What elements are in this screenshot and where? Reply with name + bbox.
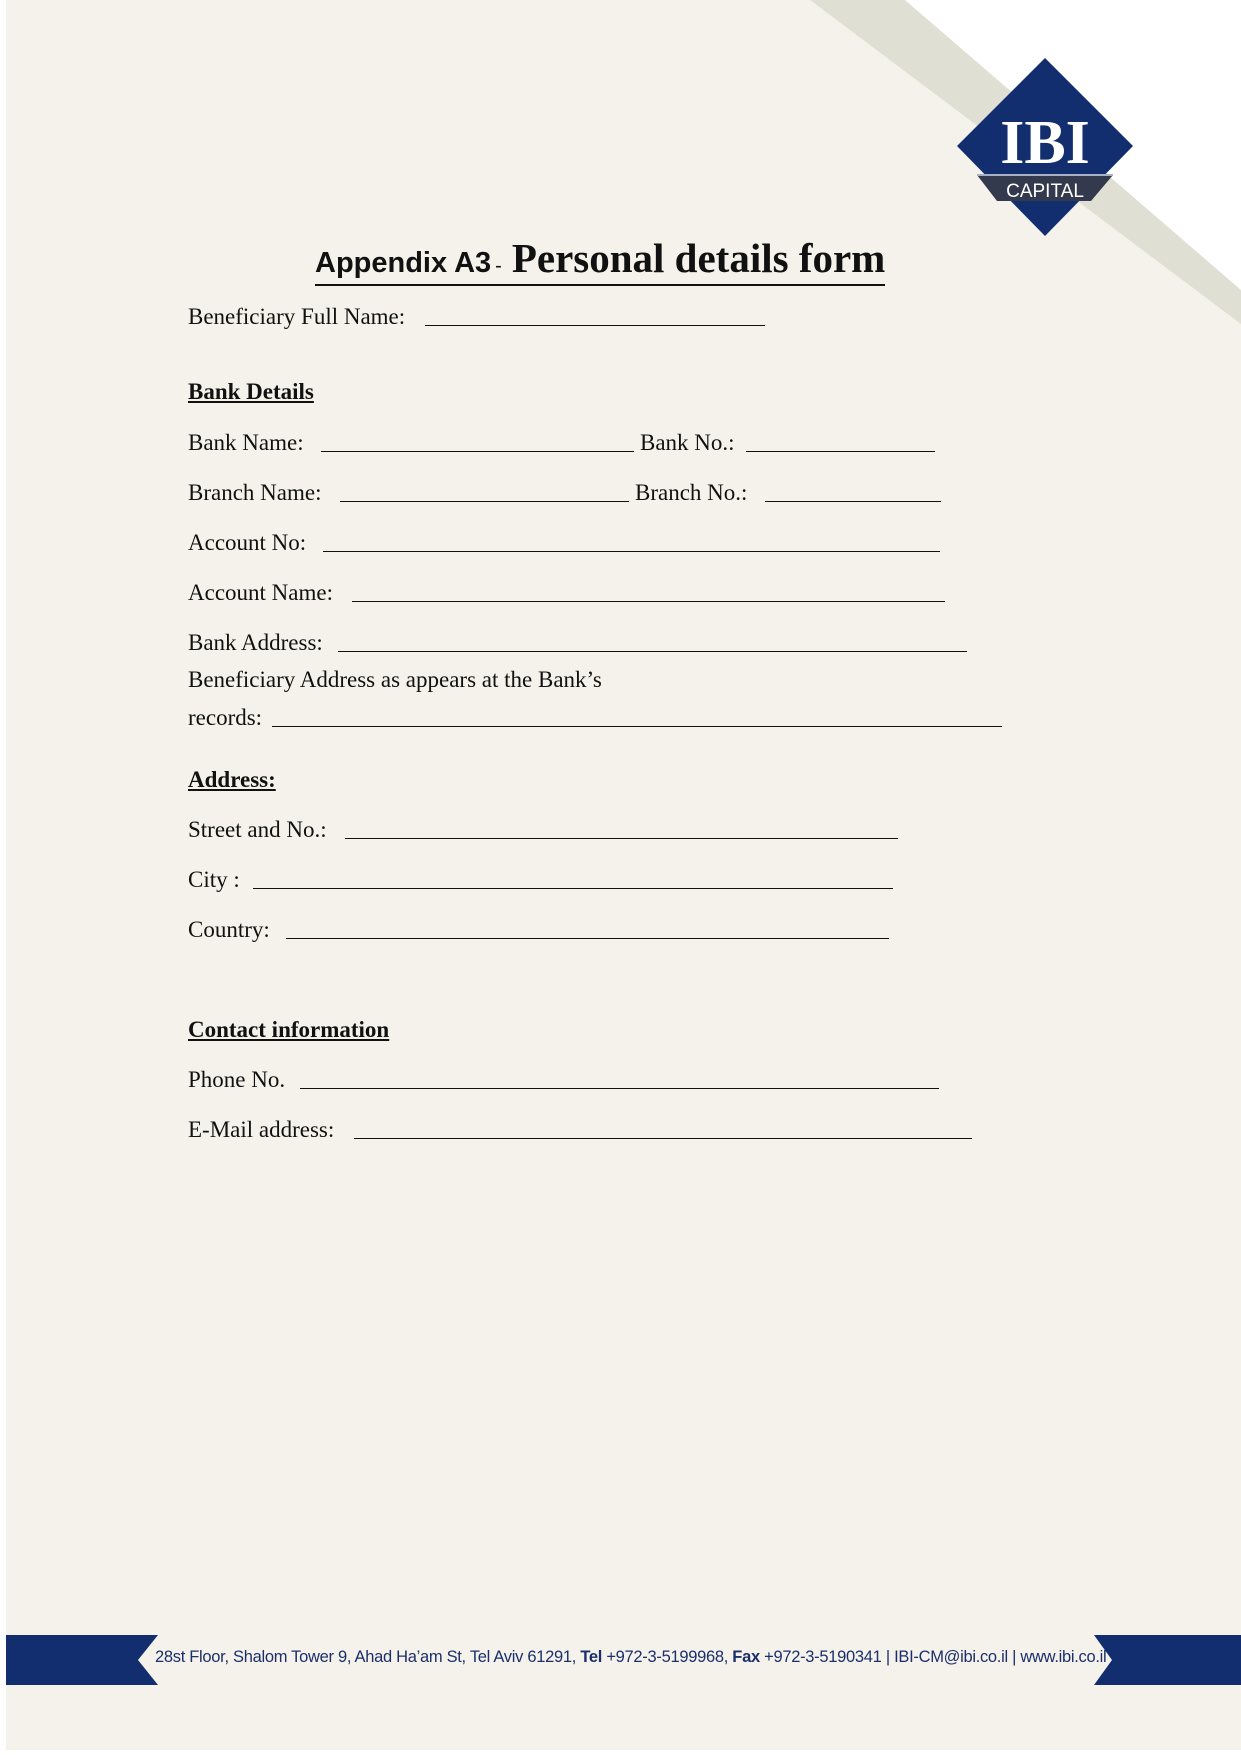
phone-label: Phone No.: [188, 1067, 286, 1092]
bank-no-field[interactable]: [746, 451, 935, 452]
email-field[interactable]: [354, 1138, 972, 1139]
footer-website-link[interactable]: www.ibi.co.il: [1020, 1648, 1107, 1666]
logo-text: IBI: [1000, 109, 1090, 177]
address-heading: Address:: [188, 767, 276, 792]
country-label: Country:: [188, 917, 270, 942]
footer-tel-label: Tel: [580, 1648, 603, 1666]
branch-no-field[interactable]: [765, 501, 941, 502]
country-field[interactable]: [286, 938, 889, 939]
title-main: Personal details form: [511, 235, 886, 281]
page-title: [315, 234, 885, 286]
footer-contact-line: [155, 1648, 1106, 1667]
phone-field[interactable]: [300, 1088, 939, 1089]
title-dash: -: [495, 255, 502, 277]
footer-separator: |: [1012, 1648, 1017, 1666]
bank-details-heading: Bank Details: [188, 379, 314, 404]
beneficiary-address-field[interactable]: [272, 726, 1002, 727]
branch-name-field[interactable]: [340, 501, 629, 502]
bank-address-field[interactable]: [338, 651, 967, 652]
street-field[interactable]: [345, 838, 898, 839]
account-no-field[interactable]: [323, 551, 940, 552]
beneficiary-full-name-field[interactable]: [425, 325, 765, 326]
footer-separator: |: [885, 1648, 890, 1666]
account-name-label: Account Name:: [188, 580, 333, 605]
footer-tel: +972-3-5199968,: [606, 1648, 728, 1666]
bank-no-label: Bank No.:: [640, 430, 735, 455]
beneficiary-address-label-cont: records:: [188, 705, 263, 730]
beneficiary-address-label: Beneficiary Address as appears at the Bank’s: [188, 667, 602, 692]
footer-email-link[interactable]: IBI-CM@ibi.co.il: [894, 1648, 1008, 1666]
footer-fax: +972-3-5190341: [764, 1648, 882, 1666]
street-label: Street and No.:: [188, 817, 327, 842]
contact-heading: Contact information: [188, 1017, 390, 1042]
branch-no-label: Branch No.:: [635, 480, 748, 505]
footer-address: 28st Floor, Shalom Tower 9, Ahad Ha’am St, Tel Aviv 61291,: [155, 1648, 577, 1666]
beneficiary-full-name-label: Beneficiary Full Name:: [188, 304, 406, 329]
bank-name-field[interactable]: [321, 451, 634, 452]
bank-name-label: Bank Name:: [188, 430, 304, 455]
bank-address-label: Bank Address:: [188, 630, 323, 655]
city-label: City :: [188, 867, 240, 892]
footer-fax-label: Fax: [732, 1648, 760, 1666]
account-name-field[interactable]: [352, 601, 945, 602]
branch-name-label: Branch Name:: [188, 480, 322, 505]
logo-subtext: CAPITAL: [1006, 181, 1084, 202]
account-no-label: Account No:: [188, 530, 307, 555]
ibi-capital-logo: [955, 58, 1135, 238]
city-field[interactable]: [253, 888, 893, 889]
email-label: E-Mail address:: [188, 1117, 335, 1142]
title-prefix: Appendix A3: [315, 247, 492, 279]
